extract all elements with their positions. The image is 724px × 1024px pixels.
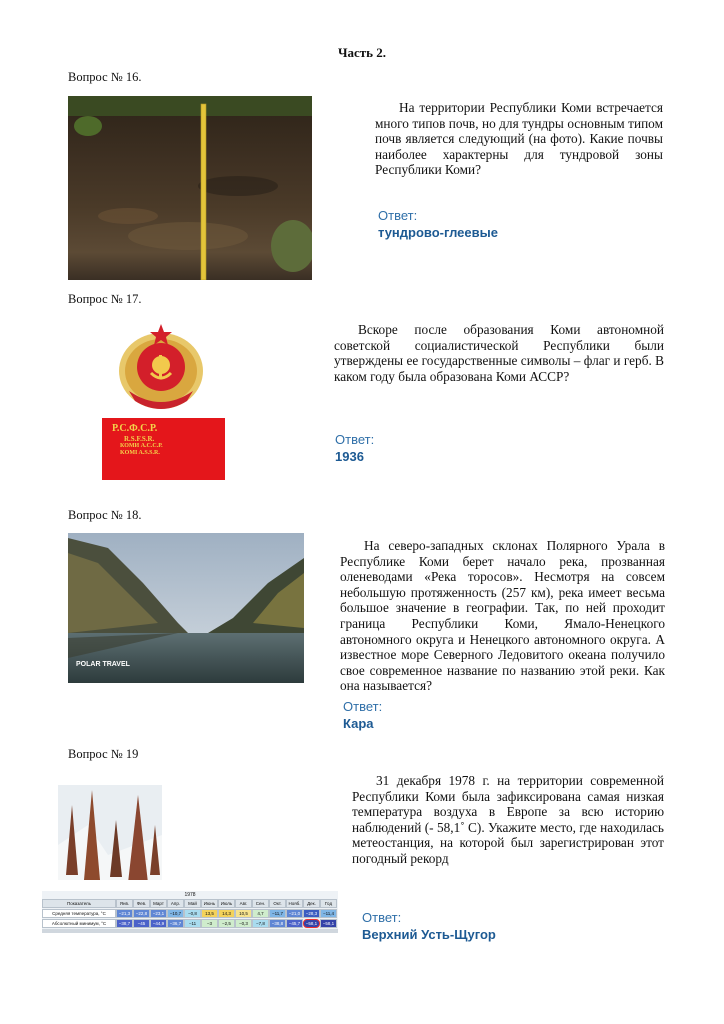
table-year: 1978: [184, 892, 196, 898]
question-19-label: Вопрос № 19: [68, 747, 139, 761]
table-cell: 10,5: [235, 909, 252, 918]
record-cell-highlight: −58,1: [303, 919, 320, 928]
soil-profile-photo: [68, 96, 312, 280]
table-header-cell: Показатель: [42, 899, 116, 908]
flag-line-2: R.S.F.S.R.: [124, 435, 155, 443]
table-header-cell: Янв.: [116, 899, 133, 908]
question-16-answer-label: Ответ:: [378, 208, 418, 223]
table-cell: 4,7: [252, 909, 269, 918]
question-17-label: Вопрос № 17.: [68, 292, 142, 306]
table-cell: −11,7: [269, 909, 286, 918]
table-header-cell: Окт.: [269, 899, 286, 908]
table-cell: −3: [201, 919, 218, 928]
table-cell: −11: [184, 919, 201, 928]
table-cell: −58,1: [320, 919, 337, 928]
table-cell: −38,8: [269, 919, 286, 928]
table-cell: −21,0: [286, 909, 303, 918]
table-header-cell: Год: [320, 899, 337, 908]
question-18-text: На северо-западных склонах Полярного Урала в Республике Коми берет начало река, прозванная оленеводами «Река торосов». Несмотря на совсем небольшую протяженность (257 км), река имеет весьма большое значение в географии. Так, по ней проходит граница Республики Коми, Ямало-Ненецкого автономного округа и Ненецкого автономного округа. А известное море Северного Ледовитого океана получило свое современное название по названию этой реки. Как она называется?: [340, 538, 665, 694]
table-cell: −23,1: [150, 909, 167, 918]
question-17-text: Вскоре после образования Коми автономной советской социалистической Республики были утверждены ее государственные символы – флаг и герб. В каком году была образована Коми АССР?: [334, 322, 664, 384]
table-cell: 14,3: [218, 909, 235, 918]
question-16-text: На территории Республики Коми встречается много типов почв, но для тундры основным типом почв является следующий (на фото). Какие почвы наиболее характерны для тундровой зоны Республики Коми?: [375, 100, 663, 178]
table-cell: −2,5: [218, 919, 235, 928]
komi-coat-of-arms-emblem: [115, 321, 207, 413]
question-19-answer-label: Ответ:: [362, 910, 402, 925]
table-cell: −7,8: [252, 919, 269, 928]
table-cell: −28,3: [303, 909, 320, 918]
table-header-cell: Март: [150, 899, 167, 908]
table-header-cell: Апр.: [167, 899, 184, 908]
table-row-label: Абсолютный минимум, °C: [42, 919, 116, 928]
table-cell: −44,9: [150, 919, 167, 928]
question-16-answer: тундрово-глеевые: [378, 225, 498, 240]
table-header-cell: Июнь: [201, 899, 218, 908]
question-18-label: Вопрос № 18.: [68, 508, 142, 522]
question-16-label: Вопрос № 16.: [68, 70, 142, 84]
question-17-answer: 1936: [335, 449, 364, 464]
flag-line-1: Р.С.Ф.С.Р.: [112, 423, 158, 434]
table-cell: −38,7: [116, 919, 133, 928]
table-cell: −11,4: [320, 909, 337, 918]
table-cell: −36,7: [167, 919, 184, 928]
part-title: Часть 2.: [337, 45, 387, 60]
table-header-cell: Фев.: [133, 899, 150, 908]
question-17-answer-label: Ответ:: [335, 432, 375, 447]
komi-assr-flag: [102, 418, 225, 480]
question-18-answer: Кара: [343, 716, 374, 731]
table-header-row: [42, 899, 338, 908]
polar-travel-watermark: POLAR TRAVEL: [76, 661, 130, 668]
question-19-answer: Верхний Усть-Щугор: [362, 927, 496, 942]
flag-line-3: КОМИ А.С.С.Р.: [120, 443, 163, 449]
table-cell: −45,7: [286, 919, 303, 928]
question-19-text: 31 декабря 1978 г. на территории современной Республики Коми была зафиксирована самая низкая температура воздуха в Европе за всю историю наблюдений (- 58,1˚ С). Укажите место, где находилась метеостанция, на которой был зарегистрирован этот погодный рекорд: [352, 773, 664, 866]
table-header-cell: Дек.: [303, 899, 320, 908]
temperature-table: [42, 891, 338, 933]
table-cell: −10,7: [167, 909, 184, 918]
river-canyon-photo: [68, 533, 304, 683]
snowy-forest-photo: [58, 785, 162, 891]
question-18-answer-label: Ответ:: [343, 699, 383, 714]
table-header-cell: Авг.: [235, 899, 252, 908]
table-header-cell: Нояб.: [286, 899, 303, 908]
table-cell: −21,3: [116, 909, 133, 918]
table-cell: −45: [133, 919, 150, 928]
table-row: [42, 919, 338, 928]
table-row-label: Средняя температура, °C: [42, 909, 116, 918]
table-cell: −0,3: [235, 919, 252, 928]
table-cell: 13,5: [201, 909, 218, 918]
table-header-cell: Июль: [218, 899, 235, 908]
table-cell: −22,8: [133, 909, 150, 918]
flag-line-4: KOMI A.S.S.R.: [120, 450, 160, 456]
table-header-cell: Май: [184, 899, 201, 908]
table-header-cell: Сен.: [252, 899, 269, 908]
table-cell: −0,8: [184, 909, 201, 918]
table-row: [42, 909, 338, 918]
